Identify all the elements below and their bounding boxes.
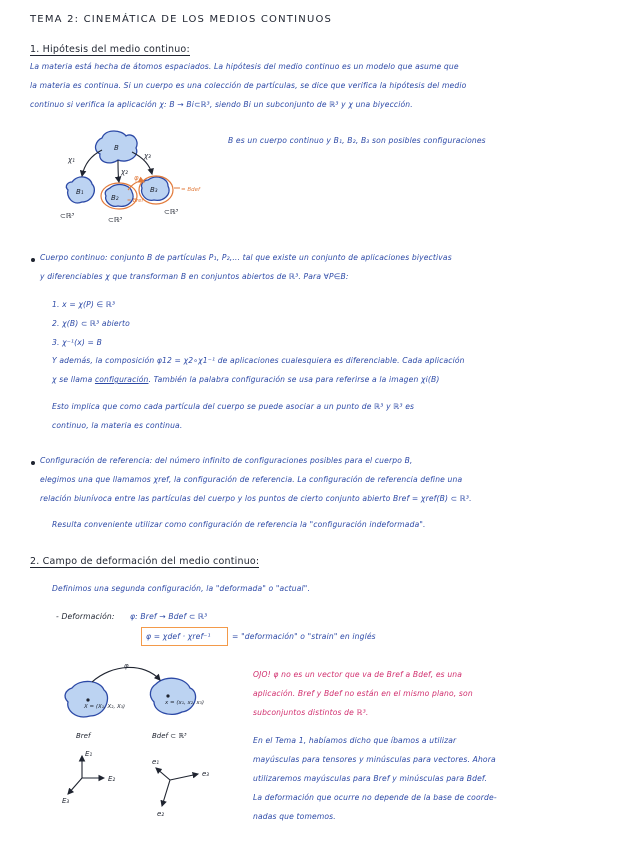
- E1-label: E₁: [85, 750, 93, 758]
- bdef-label: Bdef ⊂ ℝ³: [152, 732, 187, 740]
- list-item: 3. χ⁻¹(x) = B: [52, 338, 102, 347]
- reference-definition-line: Configuración de referencia: del número infinito de configuraciones posibles para el cuerpo B,: [40, 456, 413, 465]
- bref-label: = Bref: [127, 198, 144, 204]
- section-2-heading: 2. Campo de deformación del medio continuo:: [30, 556, 260, 567]
- phi-label: φ: [134, 174, 139, 182]
- underlined-term: configuración: [94, 375, 149, 384]
- phi-label: φ: [124, 662, 129, 670]
- list-item: 2. χ(B) ⊂ ℝ³ abierto: [52, 319, 130, 328]
- deformation-formula-tail: = "deformación" o "strain" en inglés: [232, 632, 376, 641]
- E3-label: E₃: [62, 797, 70, 805]
- paragraph-line: continuo si verifica la aplicación χ: B → Bi⊂ℝ³, siendo Bi un subconjunto de ℝ³ y χ una biyección.: [30, 100, 413, 109]
- figure-caption: B es un cuerpo continuo y B₁, B₂, B₃ son posibles configuraciones: [228, 136, 486, 145]
- paragraph-line: χ se llama configuración. También la palabra configuración se usa para referirse a la imagen χi(B): [52, 375, 440, 384]
- body-definition-line: y diferenciables χ que transforman B en conjuntos abiertos de ℝ³. Para ∀P∈B:: [40, 272, 349, 281]
- material-point-label: X = (X₁, X₂, X₃): [84, 704, 126, 710]
- deformation-formula: φ = χdef · χref⁻¹: [146, 632, 211, 641]
- e2-axis: [162, 780, 170, 806]
- paragraph-line: continuo, la materia es continua.: [52, 421, 183, 430]
- bullet: [31, 461, 35, 465]
- bullet: [31, 258, 35, 262]
- note-line: mayúsculas para tensores y minúsculas para vectores. Ahora: [253, 755, 496, 764]
- spatial-point-label: x = (x₁, x₂, x₃): [165, 700, 205, 706]
- section-1-heading: 1. Hipótesis del medio continuo:: [30, 44, 190, 55]
- chi2-label: χ₂: [121, 168, 128, 176]
- e1-label: e₁: [152, 758, 160, 766]
- E3-axis: [68, 778, 82, 794]
- paragraph-line: La materia está hecha de átomos espaciados. La hipótesis del medio continuo es un modelo que asume que: [30, 62, 459, 71]
- e3-axis: [170, 774, 198, 780]
- e2-label: e₂: [157, 810, 165, 818]
- r3-label-2: ⊂ℝ³: [108, 216, 123, 224]
- note-line: nadas que tomemos.: [253, 812, 336, 821]
- deformation-map: φ: Bref → Bdef ⊂ ℝ³: [130, 612, 208, 621]
- b1-label: B₁: [76, 188, 84, 196]
- body-label: B: [114, 144, 119, 152]
- note-line: utilizaremos mayúsculas para Bref y minúsculas para Bdef.: [253, 774, 488, 783]
- paragraph-line: Resulta conveniente utilizar como configuración de referencia la "configuración indeformada".: [52, 520, 426, 529]
- warning-line: OJO! φ no es un vector que va de Bref a Bdef, es una: [253, 670, 463, 679]
- body-definition-line: Cuerpo continuo: conjunto B de partículas P₁, P₂,... tal que existe un conjunto de aplicaciones biyectivas: [40, 253, 452, 262]
- note-line: En el Tema 1, habíamos dicho que íbamos a utilizar: [253, 736, 457, 745]
- warning-line: aplicación. Bref y Bdef no están en el mismo plano, son: [253, 689, 473, 698]
- bref-blob: [65, 681, 107, 716]
- bref-label: Bref: [76, 732, 91, 740]
- b3-label: B₃: [150, 186, 158, 194]
- b2-label: B₂: [111, 194, 119, 202]
- paragraph-line: Esto implica que como cada partícula del cuerpo se puede asociar a un punto de ℝ³ y ℝ³ es: [52, 402, 415, 411]
- warning-line: subconjuntos distintos de ℝ³.: [253, 708, 369, 717]
- page-title: TEMA 2: CINEMÁTICA DE LOS MEDIOS CONTINUOS: [30, 14, 333, 25]
- paragraph-line: Definimos una segunda configuración, la "deformada" o "actual".: [52, 584, 311, 593]
- deformation-label: - Deformación:: [56, 612, 115, 621]
- chi3-label: χ₃: [144, 152, 151, 160]
- note-line: La deformación que ocurre no depende de la base de coorde-: [253, 793, 497, 802]
- list-item: 1. x = χ(P) ∈ ℝ³: [52, 300, 116, 309]
- E2-label: E₂: [108, 775, 116, 783]
- configurations-diagram: [40, 118, 240, 228]
- chi2-arrow: [118, 160, 119, 182]
- chi1-label: χ₁: [68, 156, 75, 164]
- reference-definition-line: elegimos una que llamamos χref, la configuración de referencia. La configuración de referencia define una: [40, 475, 463, 484]
- paragraph-line: la materia es continua. Si un cuerpo es una colección de partículas, se dice que verifica la hipótesis del medio: [30, 81, 467, 90]
- bdef-blob: [150, 678, 195, 714]
- e3-label: e₃: [202, 770, 210, 778]
- reference-definition-line: relación biunívoca entre las partículas del cuerpo y los puntos de cierto conjunto abierto Bref = χref(B) ⊂ ℝ³.: [40, 494, 472, 503]
- e1-axis: [156, 768, 170, 780]
- r3-label-1: ⊂ℝ³: [60, 212, 75, 220]
- paragraph-line: Y además, la composición φ12 = χ2∘χ1⁻¹ de aplicaciones cualesquiera es diferenciable. Cada aplicación: [52, 356, 465, 365]
- bdef-label: = Bdef: [181, 187, 200, 193]
- r3-label-3: ⊂ℝ³: [164, 208, 179, 216]
- deformation-diagram: [40, 660, 250, 830]
